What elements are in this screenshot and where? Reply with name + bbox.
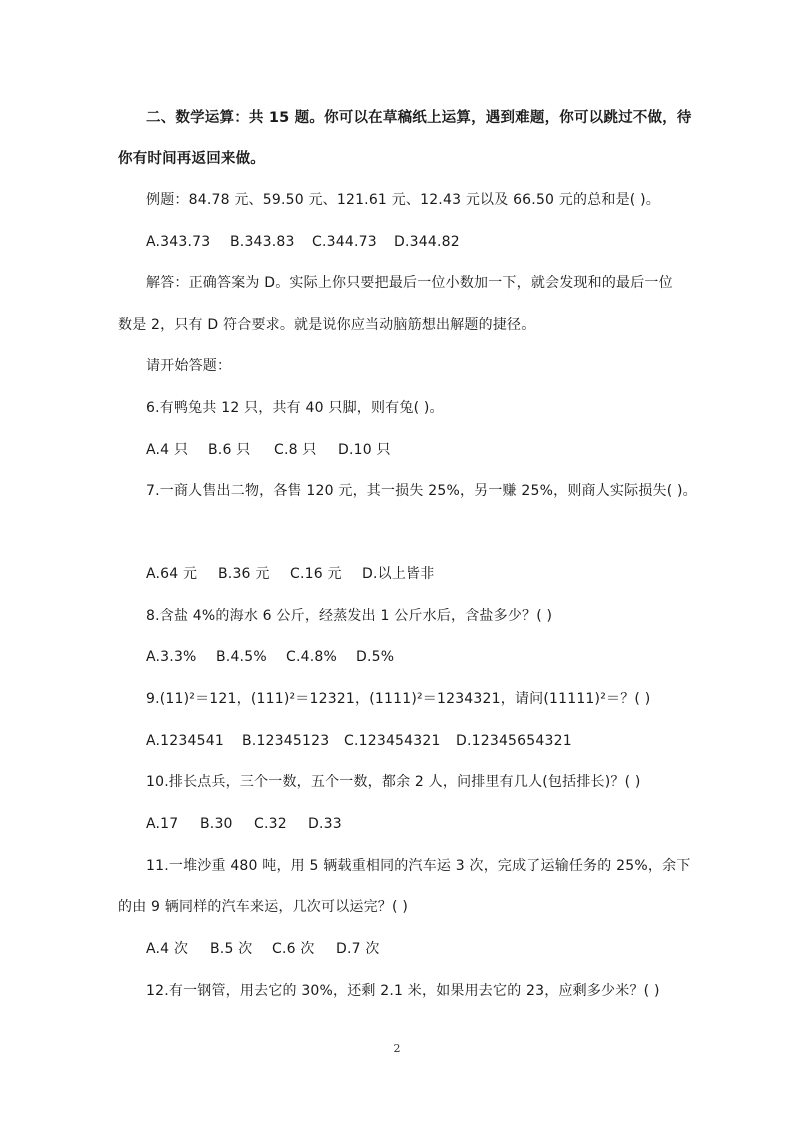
start-prompt: 请开始答题： [146, 358, 232, 374]
option-d: D.10 只 [338, 442, 391, 458]
option-a: A.1234541 [146, 733, 224, 749]
option-a: A.3.3% [146, 649, 197, 665]
option-c: C.344.73 [312, 234, 377, 250]
option-a: A.64 元 [146, 566, 198, 582]
option-c: C.8 只 [274, 442, 317, 458]
option-d: D.以上皆非 [362, 566, 435, 582]
question-11-line1: 11.一堆沙重 480 吨，用 5 辆载重相同的汽车运 3 次，完成了运输任务的 25%，余下 [146, 858, 691, 874]
option-c: C.123454321 [344, 733, 441, 749]
option-b: B.6 只 [208, 442, 251, 458]
option-b: B.12345123 [242, 733, 330, 749]
option-b: B.30 [200, 816, 233, 832]
example-answer-line2: 数是 2，只有 D 符合要求。就是说你应当动脑筋想出解题的捷径。 [118, 317, 536, 333]
question-11-line2: 的由 9 辆同样的汽车来运，几次可以运完？( ) [118, 899, 408, 915]
question-7: 7.一商人售出二物，各售 120 元，其一损失 25%，另一赚 25%，则商人实际损失( )。 [146, 483, 697, 499]
option-d: D.12345654321 [456, 733, 572, 749]
option-d: D.5% [356, 649, 395, 665]
option-b: B.4.5% [216, 649, 267, 665]
question-7-options [146, 564, 434, 584]
option-c: C.4.8% [286, 649, 337, 665]
section-heading-line1: 二、数学运算：共 15 题。你可以在草稿纸上运算，遇到难题，你可以跳过不做，待 [146, 110, 692, 126]
example-answer-line1: 解答：正确答案为 D。实际上你只要把最后一位小数加一下，就会发现和的最后一位 [146, 275, 673, 291]
option-a: A.17 [146, 816, 179, 832]
option-d: D.344.82 [394, 234, 460, 250]
question-10-options [146, 814, 342, 834]
question-9: 9.(11)²＝121，(111)²＝12321，(1111)²＝1234321，请问(11111)²＝？( ) [146, 691, 651, 707]
option-c: C.32 [254, 816, 287, 832]
question-6: 6.有鸭兔共 12 只，共有 40 只脚，则有兔( )。 [146, 400, 444, 416]
option-c: C.16 元 [290, 566, 342, 582]
option-b: B.343.83 [230, 234, 295, 250]
example-question: 例题：84.78 元、59.50 元、121.61 元、12.43 元以及 66.50 元的总和是( )。 [146, 192, 660, 208]
option-a: A.4 只 [146, 442, 189, 458]
option-a: A.343.73 [146, 234, 211, 250]
example-options [146, 232, 460, 252]
question-11-options [146, 939, 380, 959]
question-12: 12.有一钢管，用去它的 30%，还剩 2.1 米，如果用去它的 23，应剩多少米？( ) [146, 983, 660, 999]
question-10: 10.排长点兵，三个一数，五个一数，都余 2 人，问排里有几人(包括排长)？( ) [146, 774, 641, 790]
option-c: C.6 次 [272, 941, 315, 957]
question-6-options [146, 440, 391, 460]
option-b: B.5 次 [210, 941, 253, 957]
page-number: 2 [393, 1042, 401, 1055]
option-b: B.36 元 [218, 566, 270, 582]
section-heading-line2: 你有时间再返回来做。 [118, 151, 265, 167]
question-8-options [146, 647, 394, 667]
option-a: A.4 次 [146, 941, 189, 957]
question-8: 8.含盐 4%的海水 6 公斤，经蒸发出 1 公斤水后，含盐多少？( ) [146, 608, 553, 624]
option-d: D.7 次 [336, 941, 380, 957]
question-9-options [146, 731, 572, 751]
option-d: D.33 [308, 816, 342, 832]
